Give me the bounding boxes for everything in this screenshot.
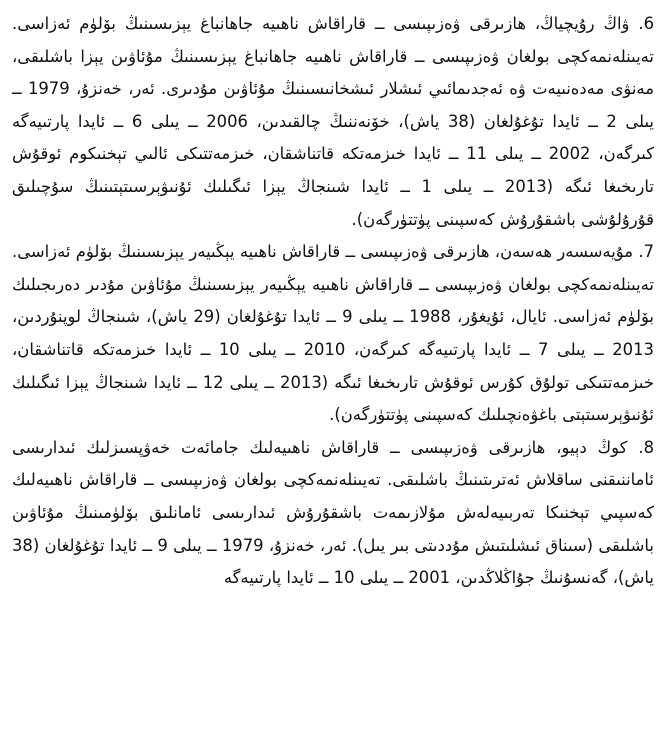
paragraph-7: 7. مۇيەسسەر ھەسەن، ھازىرقى ۋەزىپىسى ــ قاراقاش ناھىيە يېڭىيەر يېزىسىنىڭ بۆلۈم ئەزاسى. تەيىنلەنمەكچى بولغان ۋەزىپىسى ــ قاراقاش ناھىيە يېڭىيەر يېزىسىنىڭ مۇئاۋىن مۇدىر دەرىجىلىك بۆلۈم ئەزاسى. ئايال، ئۇيغۇر، 1988 ــ يىلى 9 ــ ئايدا تۇغۇلغان (29 ياش)، شىنجاڭ لوپنۇردىن، 2013 ــ يىلى 7 ــ ئايدا پارتىيەگە كىرگەن، 2010 ــ يىلى 10 ــ ئايدا خىزمەتكە قاتناشقان، خىزمەتتىكى تولۇق كۇرس ئوقۇش تارىخىغا ئىگە (2013 ــ يىلى 12 ــ ئايدا شىنجاڭ يېزا ئىگىلىك ئۇنىۋېرسىتېتى باغۋەنچىلىك كەسپىنى پۈتتۈرگەن). xyxy=(12,242,654,425)
paragraph-6: 6. ۋاڭ رۇيچياڭ، ھازىرقى ۋەزىپىسى ــ قاراقاش ناھىيە جاھانباغ يېزىسىنىڭ بۆلۈم ئەزاسى. تەيىنلەنمەكچى بولغان ۋەزىپىسى ــ قاراقاش ناھىيە جاھانباغ يېزىسىنىڭ مۇئاۋىن يېزا باشلىقى، مەنۋى مەدەنىيەت ۋە ئەجدىمائىي ئىشلار ئىشخانىسىنىڭ مۇئاۋىن مۇدىرى. ئەر، خەنزۇ، 1979 ــ يىلى 2 ــ ئايدا تۇغۇلغان (38 ياش)، خۆنەننىڭ چالقىدىن، 2006 ــ يىلى 6 ــ ئايدا پارتىيەگە كىرگەن، 2002 ــ يىلى 11 ــ ئايدا خىزمەتكە قاتناشقان، خىزمەتتىكى ئالىي تېخنىكوم ئوقۇش تارىخىغا ئىگە (2013 ــ يىلى 1 ــ ئايدا شىنجاڭ يېزا ئىگىلىك ئۇنىۋېرسىتېتىنىڭ سۇچىلىق قۇرۇلۇشى باشقۇرۇش كەسپىنى پۈتتۈرگەن). xyxy=(12,14,655,229)
paragraph-8: 8. كوڭ دېيو، ھازىرقى ۋەزىپىسى ــ قاراقاش ناھىيەلىك جامائەت خەۋپسىزلىك ئىدارىسى ئاماننىقنى ساقلاش ئەترىتىنىڭ باشلىقى. تەيىنلەنمەكچى بولغان ۋەزىپىسى ــ قاراقاش ناھىيەلىك كەسپىي تېخنىكا تەربىيەلەش مۇلازىمەت باشقۇرۇش ئىدارىسى ئامانلىق بۆلۈمىنىڭ مۇئاۋىن باشلىقى (سىناق ئىشلىتىش مۇددىتى بىر يىل). ئەر، خەنزۇ، 1979 ــ يىلى 9 ــ ئايدا تۇغۇلغان (38 ياش)، گەنسۇنىڭ جۇاڭلاڭدىن، 2001 ــ يىلى 10 ــ ئايدا پارتىيەگە xyxy=(12,437,654,588)
